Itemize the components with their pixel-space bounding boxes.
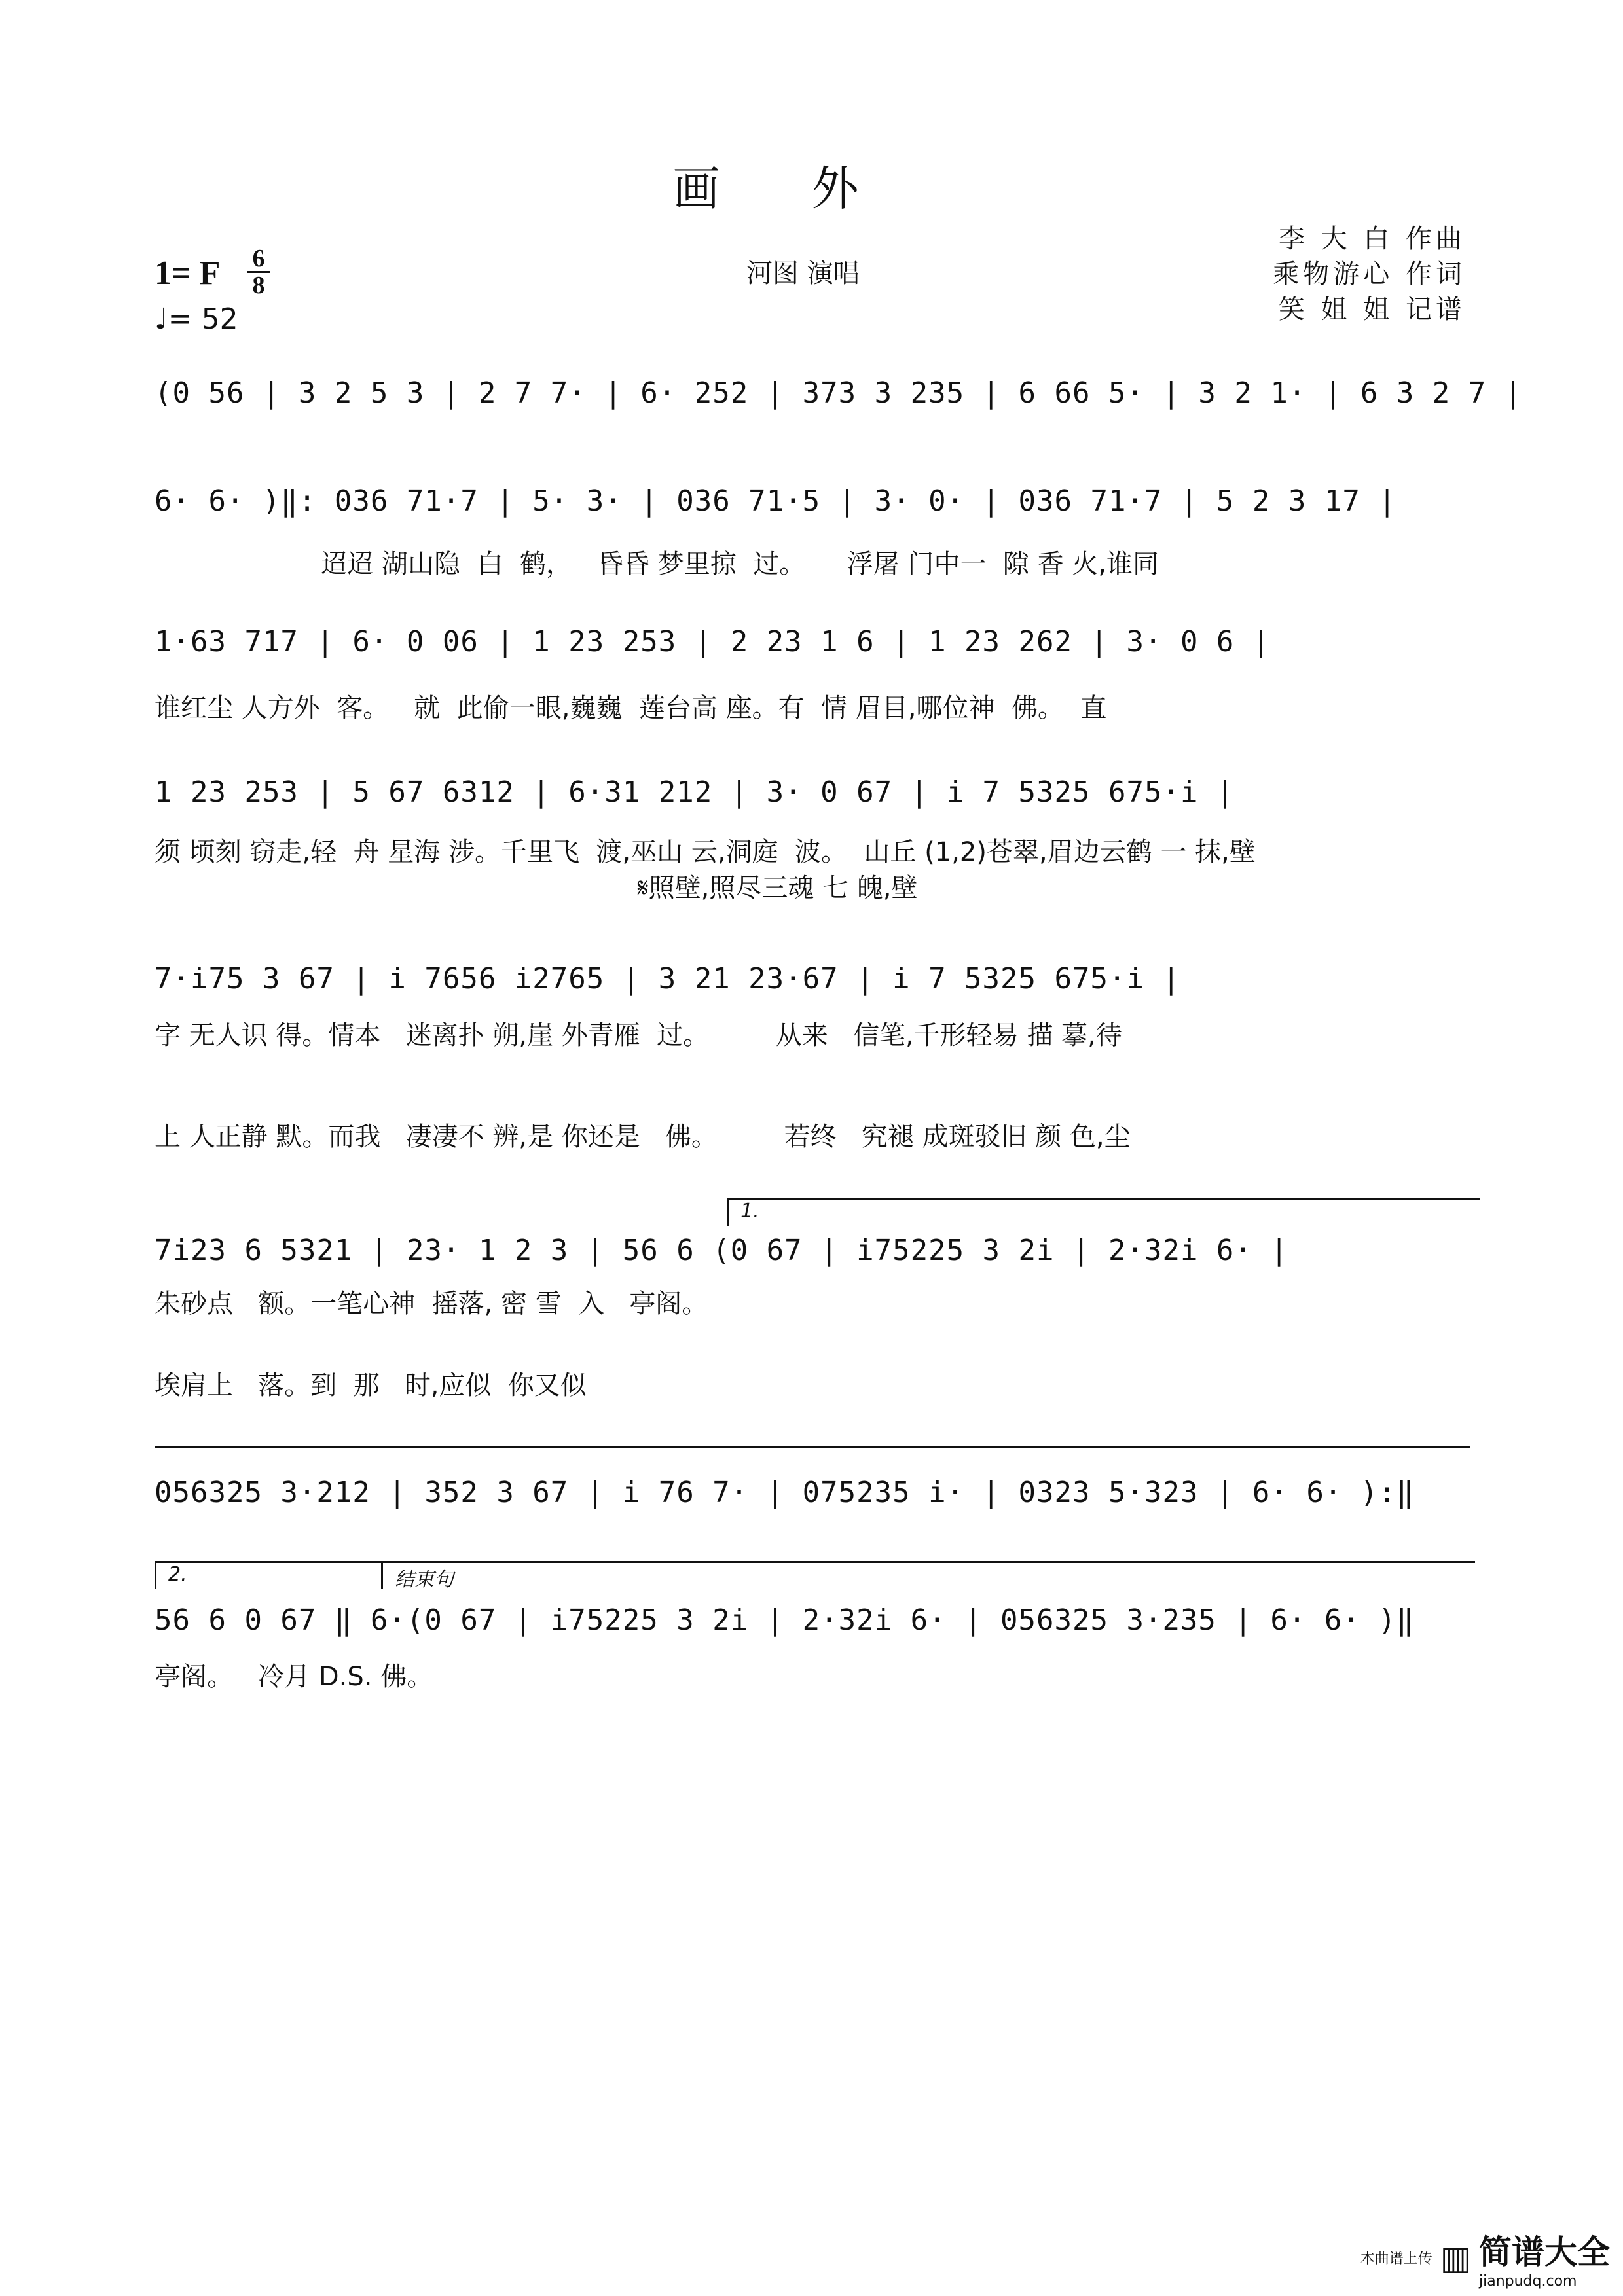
brand-site: jianpudq.com — [1479, 2273, 1577, 2289]
song-title: 画外 — [672, 161, 951, 216]
piano-icon: ▥ — [1440, 2238, 1471, 2277]
lyric-line: 谁红尘 人方外 客。 就 此偷一眼,巍巍 莲台高 座。有 情 眉目,哪位神 佛。 直 — [155, 693, 1107, 723]
key-signature: 1= F — [155, 255, 221, 292]
brand-block — [1479, 2226, 1610, 2289]
lyric-line: 埃肩上 落。到 那 时,应似 你又似 — [155, 1371, 587, 1401]
lyric-line: 朱砂点 额。一笔心神 摇落, 密 雪 入 亭阁。 — [155, 1289, 708, 1319]
notation-row: 56 6 0 67 ‖ 6·(0 67 | i75225 3 2i | 2·32i 6· | 056325 3·235 | 6· 6· )‖ — [155, 1604, 1415, 1637]
notation-row: 056325 3·212 | 352 3 67 | i 76 7· | 075235 i· | 0323 5·323 | 6· 6· ):‖ — [155, 1476, 1415, 1509]
lyric-line: 上 人正静 默。而我 凄凄不 辨,是 你还是 佛。 若终 究褪 成斑驳旧 颜 色,尘 — [155, 1122, 1131, 1152]
time-signature — [247, 245, 270, 299]
meter-bottom: 8 — [252, 272, 265, 299]
transcriber-credit: 笑 姐 姐 记谱 — [1278, 295, 1466, 325]
coda-bracket: 结束句 — [381, 1561, 1475, 1589]
notation-row: (0 56 | 3 2 5 3 | 2 7 7· | 6· 252 | 373 3 235 | 6 66 5· | 3 2 1· | 6 3 2 7 | — [155, 376, 1523, 410]
credits — [1273, 221, 1466, 327]
singer-credit: 河图 演唱 — [746, 259, 860, 289]
composer-credit: 李 大 白 作曲 — [1278, 224, 1466, 254]
notation-row: 7·i75 3 67 | i 7656 i2765 | 3 21 23·67 | i 7 5325 675·i | — [155, 962, 1180, 996]
upload-note: 本曲谱上传 — [1360, 2251, 1432, 2267]
lyric-line: 字 无人识 得。情本 迷离扑 朔,崖 外青雁 过。 从来 信笔,千形轻易 描 摹,待 — [155, 1020, 1122, 1050]
lyric-line: 须 顷刻 窃走,轻 舟 星海 涉。千里飞 渡,巫山 云,洞庭 波。 山丘 (1,2)苍翠,眉边云鹤 一 抹,壁 — [155, 837, 1256, 867]
meter-top: 6 — [252, 245, 265, 272]
notation-row: 6· 6· )‖: 036 71·7 | 5· 3· | 036 71·5 | 3· 0· | 036 71·7 | 5 2 3 17 | — [155, 484, 1396, 518]
notation-row: 1·63 717 | 6· 0 06 | 1 23 253 | 2 23 1 6 | 1 23 262 | 3· 0 6 | — [155, 625, 1271, 658]
lyric-line: 迢迢 湖山隐 白 鹤， 昏昏 梦里掠 过。 浮屠 门中一 隙 香 火,谁同 — [155, 549, 1159, 579]
brand-name: 简谱大全 — [1479, 2233, 1610, 2271]
volta-bracket-line — [155, 1446, 1470, 1448]
notation-row: 1 23 253 | 5 67 6312 | 6·31 212 | 3· 0 67 | i 7 5325 675·i | — [155, 776, 1235, 809]
lyric-line: 亭阁。 冷月 D.S. 佛。 — [155, 1662, 433, 1692]
volta-second-ending: 2. — [155, 1561, 384, 1589]
volta-first-ending: 1. — [727, 1198, 1480, 1226]
footer-watermark — [1360, 2226, 1610, 2289]
lyric-line: 𝄋照壁,照尽三魂 七 魄,壁 — [155, 873, 918, 903]
notation-row: 7i23 6 5321 | 23· 1 2 3 | 56 6 (0 67 | i75225 3 2i | 2·32i 6· | — [155, 1234, 1288, 1267]
lyricist-credit: 乘物游心 作词 — [1273, 259, 1466, 289]
tempo-mark: ♩= 52 — [155, 302, 238, 336]
